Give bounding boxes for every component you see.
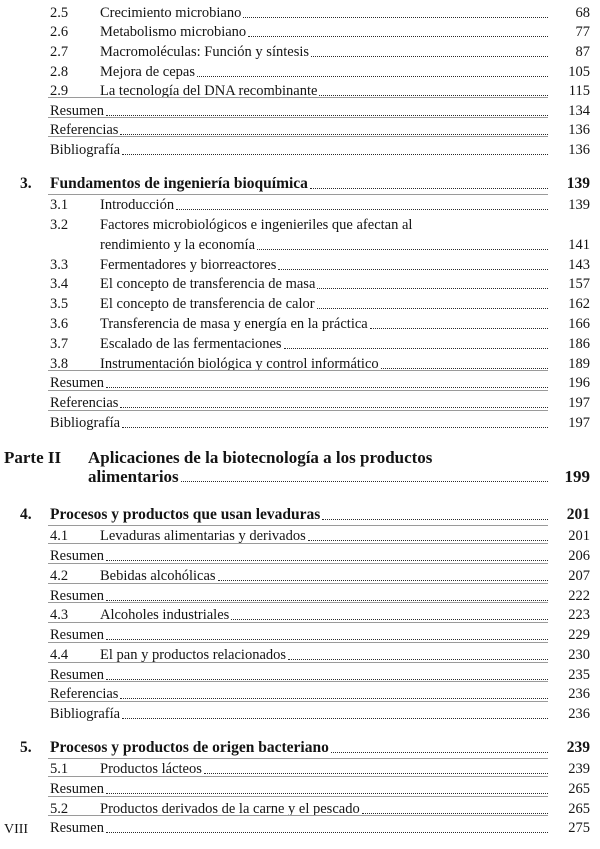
- chapter-page: 239: [566, 739, 590, 756]
- entry-page: 136: [568, 122, 590, 138]
- entry-title: Resumen: [50, 588, 104, 604]
- dot-leader: [106, 387, 548, 388]
- dot-leader: [120, 134, 548, 135]
- divider: [48, 390, 548, 391]
- divider: [48, 622, 548, 623]
- divider: [48, 543, 548, 544]
- toc-entry-line1: [50, 214, 590, 234]
- entry-number: 2.8: [50, 64, 69, 80]
- entry-page: 235: [568, 667, 590, 683]
- toc-entry: [50, 644, 590, 664]
- entry-page: 143: [568, 257, 590, 273]
- dot-leader: [370, 328, 548, 329]
- dot-leader: [218, 580, 548, 581]
- dot-leader: [122, 427, 548, 428]
- entry-number: 3.3: [50, 257, 69, 273]
- entry-number: 3.8: [50, 356, 69, 372]
- toc-entry: [50, 545, 590, 565]
- divider: [48, 136, 548, 137]
- entry-page: 134: [568, 103, 590, 119]
- entry-title: El pan y productos relacionados: [100, 647, 287, 663]
- dot-leader: [106, 639, 548, 640]
- entry-page: 223: [568, 607, 590, 623]
- entry-page: 115: [568, 83, 590, 99]
- entry-page: 105: [568, 64, 590, 80]
- dot-leader: [311, 56, 548, 57]
- dot-leader: [181, 481, 548, 482]
- entry-title: Crecimiento microbiano: [100, 5, 242, 21]
- toc-entry: [50, 412, 590, 432]
- toc-entry: [50, 703, 590, 723]
- entry-page: 230: [568, 647, 590, 663]
- entry-page: 197: [568, 415, 590, 431]
- entry-title: El concepto de transferencia de masa: [100, 276, 316, 292]
- page-number: VIII: [4, 822, 29, 837]
- entry-number: 2.7: [50, 44, 69, 60]
- toc-entry: [50, 61, 590, 81]
- divider: [48, 602, 548, 603]
- entry-number: 2.6: [50, 24, 69, 40]
- part-page: 199: [564, 467, 590, 486]
- entry-title: Resumen: [50, 667, 104, 683]
- part-title: Aplicaciones de la biotecnología a los productos: [88, 448, 433, 467]
- entry-title: Productos derivados de la carne y el pescado: [100, 801, 360, 817]
- entry-page: 141: [568, 237, 590, 253]
- entry-page: 229: [568, 627, 590, 643]
- entry-title: Transferencia de masa y energía en la práctica: [100, 316, 368, 332]
- toc-entry: [50, 817, 590, 837]
- entry-title: Referencias: [50, 686, 119, 702]
- toc-entry: [50, 254, 590, 274]
- entry-title-continued: rendimiento y la economía: [100, 237, 256, 253]
- entry-title: Resumen: [50, 627, 104, 643]
- entry-title: Introducción: [100, 197, 175, 213]
- toc-entry: [50, 2, 590, 22]
- entry-title: Resumen: [50, 781, 104, 797]
- dot-leader: [204, 773, 548, 774]
- entry-number: 4.2: [50, 568, 69, 584]
- divider: [48, 117, 548, 118]
- chapter-title: Procesos y productos que usan levaduras: [50, 506, 321, 523]
- divider: [48, 815, 548, 816]
- entry-page: 239: [568, 761, 590, 777]
- entry-page: 186: [568, 336, 590, 352]
- entry-number: 4.3: [50, 607, 69, 623]
- entry-page: 207: [568, 568, 590, 584]
- entry-page: 77: [575, 24, 590, 40]
- toc-entry: [50, 683, 590, 703]
- entry-page: 136: [568, 142, 590, 158]
- dot-leader: [122, 154, 548, 155]
- entry-title: La tecnología del DNA recombinante: [100, 83, 318, 99]
- dot-leader: [122, 718, 548, 719]
- entry-number: 3.6: [50, 316, 69, 332]
- dot-leader: [231, 619, 548, 620]
- part-title-line2: [88, 466, 590, 486]
- dot-leader: [106, 832, 548, 833]
- dot-leader: [310, 188, 548, 189]
- dot-leader: [257, 249, 548, 250]
- entry-title: Instrumentación biológica y control informático: [100, 356, 379, 372]
- toc-entry: [50, 758, 590, 778]
- entry-title: Bebidas alcohólicas: [100, 568, 216, 584]
- toc-entry: [50, 41, 590, 61]
- entry-page: 157: [568, 276, 590, 292]
- divider: [48, 662, 548, 663]
- dot-leader: [278, 269, 548, 270]
- chapter-number: 5.: [20, 739, 32, 756]
- entry-number: 2.5: [50, 5, 69, 21]
- entry-number: 5.2: [50, 801, 69, 817]
- entry-page: 236: [568, 686, 590, 702]
- chapter-heading: [20, 737, 590, 757]
- dot-leader: [317, 288, 548, 289]
- divider: [48, 701, 548, 702]
- entry-page: 265: [568, 781, 590, 797]
- entry-title: Macromoléculas: Función y síntesis: [100, 44, 310, 60]
- entry-title: Fermentadores y biorreactores: [100, 257, 277, 273]
- entry-title: Bibliografía: [50, 142, 121, 158]
- toc-entry: [50, 624, 590, 644]
- dot-leader: [106, 679, 548, 680]
- divider: [48, 681, 548, 682]
- dot-leader: [106, 600, 548, 601]
- dot-leader: [331, 752, 548, 753]
- dot-leader: [106, 115, 548, 116]
- toc-entry: [50, 778, 590, 798]
- dot-leader: [317, 308, 548, 309]
- dot-leader: [197, 76, 548, 77]
- divider: [48, 563, 548, 564]
- dot-leader: [319, 95, 548, 96]
- divider: [48, 410, 548, 411]
- dot-leader: [176, 209, 548, 210]
- entry-page: 166: [568, 316, 590, 332]
- entry-title: Referencias: [50, 395, 119, 411]
- entry-page: 206: [568, 548, 590, 564]
- entry-number: 5.1: [50, 761, 69, 777]
- entry-number: 4.4: [50, 647, 69, 663]
- entry-page: 265: [568, 801, 590, 817]
- dot-leader: [106, 560, 548, 561]
- dot-leader: [248, 36, 548, 37]
- divider: [48, 97, 548, 98]
- entry-title: Metabolismo microbiano: [100, 24, 247, 40]
- entry-number: 3.1: [50, 197, 69, 213]
- entry-page: 196: [568, 375, 590, 391]
- chapter-heading: [20, 173, 590, 193]
- toc-entry: [50, 392, 590, 412]
- entry-page: 68: [575, 5, 590, 21]
- entry-number: 4.1: [50, 528, 69, 544]
- entry-title: Mejora de cepas: [100, 64, 196, 80]
- entry-title: Referencias: [50, 122, 119, 138]
- entry-page: 139: [568, 197, 590, 213]
- entry-page: 275: [568, 820, 590, 836]
- toc-entry: [50, 21, 590, 41]
- toc-entry: [50, 194, 590, 214]
- chapter-page: 139: [566, 175, 590, 192]
- dot-leader: [322, 519, 548, 520]
- entry-page: 162: [568, 296, 590, 312]
- part-title-continued: alimentarios: [88, 467, 179, 486]
- toc-entry: [50, 139, 590, 159]
- divider: [48, 642, 548, 643]
- entry-title: Alcoholes industriales: [100, 607, 230, 623]
- entry-page: 236: [568, 706, 590, 722]
- dot-leader: [120, 698, 548, 699]
- entry-title: Factores microbiológicos e ingenieriles que afectan al: [100, 217, 413, 233]
- toc-entry-line2: [50, 234, 590, 254]
- entry-title: Productos lácteos: [100, 761, 202, 777]
- chapter-number: 4.: [20, 506, 32, 523]
- divider: [48, 583, 548, 584]
- toc-entry: [50, 565, 590, 585]
- dot-leader: [120, 407, 548, 408]
- entry-title: Bibliografía: [50, 415, 121, 431]
- dot-leader: [284, 348, 548, 349]
- entry-number: 3.7: [50, 336, 69, 352]
- chapter-title: Procesos y productos de origen bacteriano: [50, 739, 329, 756]
- entry-title: Resumen: [50, 375, 104, 391]
- chapter-page: 201: [566, 506, 590, 523]
- chapter-heading: [20, 504, 590, 524]
- entry-title: Resumen: [50, 548, 104, 564]
- entry-title: Escalado de las fermentaciones: [100, 336, 282, 352]
- entry-title: Resumen: [50, 820, 104, 836]
- entry-page: 197: [568, 395, 590, 411]
- entry-number: 3.2: [50, 217, 69, 233]
- divider: [48, 370, 548, 371]
- entry-title: Bibliografía: [50, 706, 121, 722]
- entry-page: 189: [568, 356, 590, 372]
- entry-title: Resumen: [50, 103, 104, 119]
- dot-leader: [243, 17, 548, 18]
- divider: [48, 796, 548, 797]
- entry-title: El concepto de transferencia de calor: [100, 296, 315, 312]
- entry-number: 2.9: [50, 83, 69, 99]
- dot-leader: [362, 813, 548, 814]
- toc-entry: [50, 525, 590, 545]
- entry-page: 222: [568, 588, 590, 604]
- dot-leader: [381, 368, 548, 369]
- chapter-number: 3.: [20, 175, 32, 192]
- entry-page: 201: [568, 528, 590, 544]
- entry-number: 3.5: [50, 296, 69, 312]
- toc-entry: [50, 293, 590, 313]
- dot-leader: [308, 540, 548, 541]
- entry-page: 87: [575, 44, 590, 60]
- divider: [48, 776, 548, 777]
- toc-entry: [50, 273, 590, 293]
- part-label: Parte II: [4, 448, 62, 467]
- toc-entry: [50, 604, 590, 624]
- dot-leader: [106, 793, 548, 794]
- dot-leader: [288, 659, 548, 660]
- entry-title: Levaduras alimentarias y derivados: [100, 528, 306, 544]
- entry-number: 3.4: [50, 276, 69, 292]
- chapter-title: Fundamentos de ingeniería bioquímica: [50, 175, 308, 192]
- toc-entry: [50, 313, 590, 333]
- toc-entry: [50, 333, 590, 353]
- toc-entry: [50, 372, 590, 392]
